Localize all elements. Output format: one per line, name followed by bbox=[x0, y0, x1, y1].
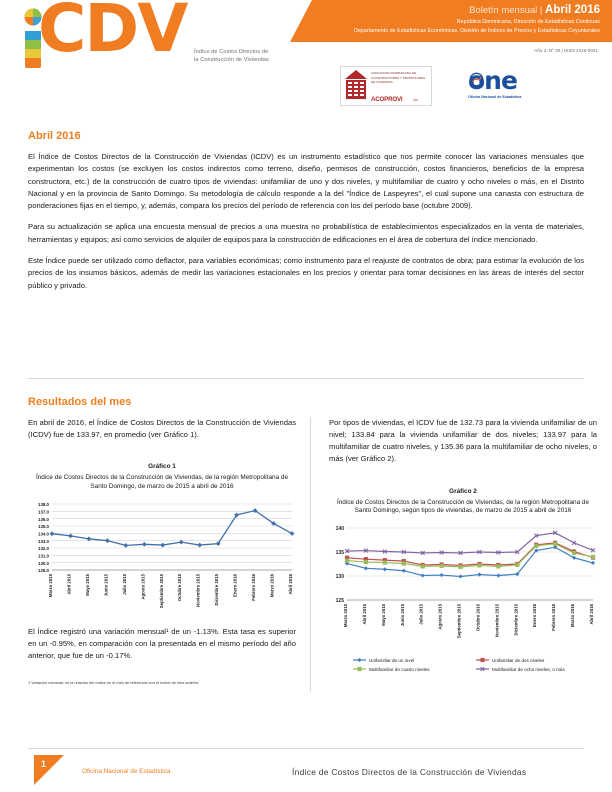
svg-text:Marzo 2015: Marzo 2015 bbox=[343, 604, 348, 628]
svg-text:125: 125 bbox=[335, 598, 344, 605]
acoprovi-description: ASOCIACION DOMINICANA DE CONSTRUCTORES Y PROMOTORES DE VIVIENDAS bbox=[371, 71, 426, 85]
chart2-label: Gráfico 2 bbox=[449, 487, 477, 495]
svg-text:Noviembre 2015: Noviembre 2015 bbox=[494, 604, 500, 638]
acoprovi-suffix: INC. bbox=[413, 98, 419, 102]
chart1-svg bbox=[28, 498, 296, 616]
one-swirl-icon bbox=[469, 72, 484, 87]
page-number-badge bbox=[34, 755, 64, 785]
bulletin-prefix: Boletín mensual | bbox=[469, 5, 543, 16]
svg-text:135: 135 bbox=[335, 550, 344, 557]
svg-text:Mayo 2015: Mayo 2015 bbox=[84, 573, 90, 596]
svg-text:Abril 2015: Abril 2015 bbox=[66, 573, 72, 595]
svg-text:Abril 2016: Abril 2016 bbox=[589, 604, 594, 625]
one-wordmark: one bbox=[468, 66, 517, 95]
bulletin-issue: Abril 2016 bbox=[545, 4, 600, 16]
footer-org: Oficina Nacional de Estadística bbox=[82, 768, 171, 775]
svg-text:Octubre 2015: Octubre 2015 bbox=[475, 604, 481, 632]
intro-section bbox=[28, 130, 584, 301]
svg-text:131.0: 131.0 bbox=[38, 553, 49, 559]
svg-text:Febrero 2016: Febrero 2016 bbox=[251, 573, 257, 601]
svg-text:Agosto 2015: Agosto 2015 bbox=[140, 573, 146, 600]
svg-text:Mayo 2015: Mayo 2015 bbox=[380, 604, 386, 626]
logo-wordmark: CDV bbox=[38, 0, 187, 67]
svg-text:Multifamiliar de ocho niveles,: Multifamiliar de ocho niveles, o más bbox=[492, 667, 565, 673]
svg-text:136.0: 136.0 bbox=[38, 516, 49, 522]
chart1 bbox=[28, 498, 296, 616]
chart1-label: Gráfico 1 bbox=[148, 463, 176, 471]
icdv-logo bbox=[22, 0, 269, 88]
svg-text:129.0: 129.0 bbox=[38, 568, 49, 574]
svg-text:Diciembre 2015: Diciembre 2015 bbox=[214, 573, 220, 606]
footnote: 1 Variación mensual: es la relación del índice en el mes de referencia con el índice de mes anterior. bbox=[28, 680, 200, 686]
svg-text:134.0: 134.0 bbox=[38, 531, 49, 537]
svg-text:Diciembre 2015: Diciembre 2015 bbox=[513, 604, 519, 636]
svg-text:Octubre 2015: Octubre 2015 bbox=[177, 573, 183, 602]
chart1-title: Índice de Costos Directos de la Construcción de Viviendas, de la región Metropolitana de Santo Domingo, de marzo de 2015 a abril de 2016 bbox=[35, 474, 289, 491]
svg-text:Marzo 2016: Marzo 2016 bbox=[269, 573, 275, 598]
chart2-title-block bbox=[329, 480, 597, 517]
page-number: 1 bbox=[41, 759, 47, 769]
svg-text:Julio 2015: Julio 2015 bbox=[418, 604, 424, 625]
intro-paragraph-3: Este Índice puede ser utilizado como deflactor, para variables económicas; como instrumento para el reajuste de contratos de obra; para estimar la evolución de los precios de los insumos básicos, además de medir las variaciones estacionales en los precios y orientar para tomar decisiones en las áreas de interés del sector público y privado. bbox=[28, 256, 584, 290]
svg-text:Enero 2016: Enero 2016 bbox=[532, 604, 538, 628]
svg-text:Junio 2015: Junio 2015 bbox=[103, 573, 109, 597]
svg-text:Enero 2016: Enero 2016 bbox=[232, 573, 238, 597]
intro-paragraph-1: El Índice de Costos Directos de la Construcción de Viviendas (ICDV) es un instrumento estadístico que nos permite conocer las variaciones mensuales que experimentan los costos (se excluyen los costos indirectos como terreno, diseño, permisos de construcción, costos financieros, beneficios de la empresa constructora, etc.) de la construcción de cuatro tipos de viviendas: unifamiliar de uno y dos niveles, y multifamiliar de cuatro y ocho niveles o más, en el Distrito Nacional y en la provincia de Santo Domingo. Su metodología de cálculo responde a la del "Índice de Laspeyres", el cual supone una canasta con estructura de ponderaciones fijas en el tiempo, y, además, compara los precios del período de referencia con los del período base (octubre 2009). bbox=[28, 152, 584, 211]
intro-paragraph-2: Para su actualización se aplica una encuesta mensual de precios a una muestra no probabilística de establecimientos especializados en la venta de materiales, herramientas y equipos; así como servicios de alquiler de equipos para la construcción de edificaciones en el área de cobertura del índice mencionado. bbox=[28, 222, 584, 244]
acoprovi-logo bbox=[340, 66, 432, 106]
svg-text:Abril 2016: Abril 2016 bbox=[288, 573, 293, 595]
header-org-line: República Dominicana, Dirección de Estadísticas Continuas bbox=[456, 19, 600, 25]
chart2 bbox=[329, 522, 597, 692]
svg-text:Unifamiliar de un nivel: Unifamiliar de un nivel bbox=[369, 658, 415, 664]
footer-divider bbox=[28, 748, 584, 749]
results-left-text: En abril de 2016, el Índice de Costos Directos de la Construcción de Viviendas (ICDV) fue de 133.97, en promedio (ver Gráfico 1). bbox=[28, 418, 296, 440]
two-column-layout bbox=[28, 417, 597, 692]
one-logo bbox=[468, 68, 548, 104]
svg-text:132.0: 132.0 bbox=[38, 546, 49, 552]
svg-text:Marzo 2015: Marzo 2015 bbox=[48, 573, 53, 598]
results-right-text: Por tipos de viviendas, el ICDV fue de 132.73 para la vivienda unifamiliar de un nivel; 133.84 para la vivienda unifamiliar de dos niveles; 133.97 para la multifamiliar de cuatro niveles, y 135.36 para la multifamiliar de ocho niveles, o más (ver Gráfico 2). bbox=[329, 418, 597, 464]
svg-text:Septiembre 2015: Septiembre 2015 bbox=[456, 604, 462, 639]
svg-text:130: 130 bbox=[335, 574, 344, 581]
svg-text:Unifamiliar de dos niveles: Unifamiliar de dos niveles bbox=[492, 658, 545, 664]
svg-text:Julio 2015: Julio 2015 bbox=[121, 573, 127, 595]
building-icon bbox=[345, 70, 367, 100]
bulletin-title bbox=[469, 4, 600, 16]
svg-text:138.0: 138.0 bbox=[38, 502, 49, 508]
chart2-svg bbox=[329, 522, 597, 692]
right-column bbox=[327, 417, 597, 692]
svg-text:Multifamiliar de cuatro nivele: Multifamiliar de cuatro niveles bbox=[369, 667, 430, 673]
svg-text:135.0: 135.0 bbox=[38, 524, 49, 530]
page-footer bbox=[0, 748, 612, 792]
intro-heading: Abril 2016 bbox=[28, 130, 81, 142]
chart2-title: Índice de Costos Directos de la Construcción de Viviendas, de la región Metropolitana de Santo Domingo, según tipos de viviendas, de marzo de 2015 a abril de 2016 bbox=[336, 498, 590, 515]
svg-text:Marzo 2016: Marzo 2016 bbox=[570, 604, 576, 628]
svg-text:140: 140 bbox=[335, 526, 344, 533]
results-heading: Resultados del mes bbox=[28, 396, 132, 408]
svg-text:Abril 2015: Abril 2015 bbox=[361, 604, 367, 625]
footer-doc-title: Índice de Costos Directos de la Construcción de Viviendas bbox=[292, 767, 527, 777]
header-issn: Año 3, N° 30 | ISSN 2226-0021 bbox=[534, 48, 598, 53]
svg-text:130.0: 130.0 bbox=[38, 560, 49, 566]
svg-text:Junio 2015: Junio 2015 bbox=[399, 604, 405, 627]
header-dept-line: Departamento de Estadísticas Económicas, División de Índices de Precios y Estadísticas Coyunturales bbox=[354, 28, 600, 34]
variation-text: El Índice registró una variación mensual¹ de un -1.13%. Esta tasa es superior en un -0.95%, en comparación con la presentada en el mismo período del año anterior, que fue de un -0.17%. bbox=[28, 626, 296, 661]
acoprovi-name: ACOPROVI bbox=[371, 96, 403, 103]
svg-text:Septiembre 2015: Septiembre 2015 bbox=[158, 573, 164, 609]
page-header bbox=[0, 0, 612, 118]
one-subtitle: Oficina Nacional de Estadística bbox=[468, 95, 522, 99]
svg-text:Agosto 2015: Agosto 2015 bbox=[437, 604, 443, 630]
section-divider bbox=[28, 378, 584, 379]
svg-text:133.0: 133.0 bbox=[38, 538, 49, 544]
left-column bbox=[28, 417, 311, 692]
results-section bbox=[28, 396, 597, 692]
svg-text:Noviembre 2015: Noviembre 2015 bbox=[195, 573, 201, 607]
chart1-title-block bbox=[28, 455, 296, 492]
logo-subtitle: Índice de Costos Directos de la Construcción de Viviendas bbox=[194, 49, 269, 64]
svg-text:137.0: 137.0 bbox=[38, 509, 49, 515]
partner-logos bbox=[340, 66, 540, 110]
svg-text:Febrero 2016: Febrero 2016 bbox=[551, 604, 557, 631]
